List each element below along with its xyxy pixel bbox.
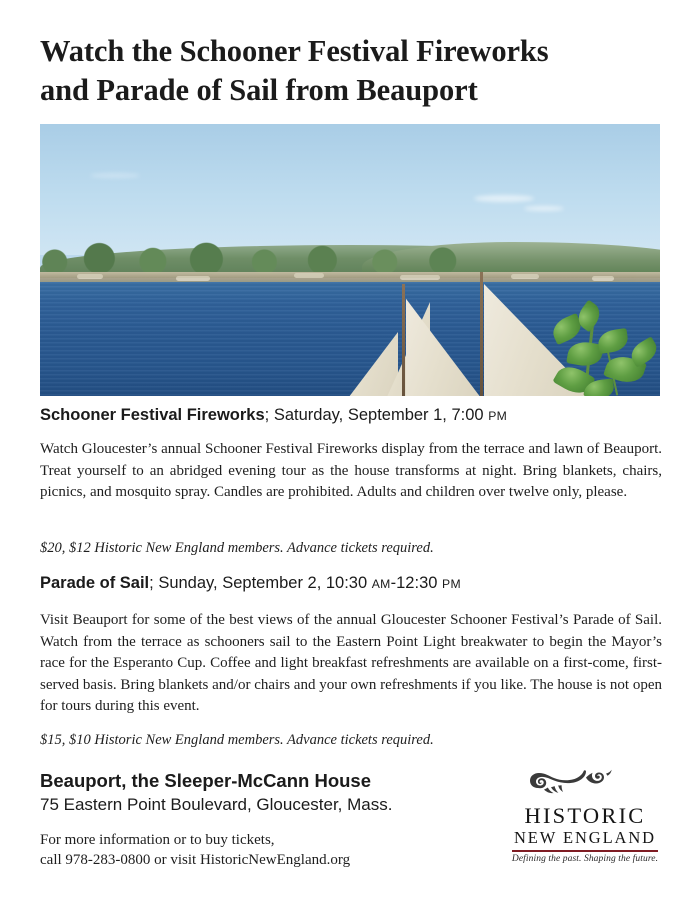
photo-sky <box>40 124 660 255</box>
event-2-price: $15, $10 Historic New England members. Advance tickets required. <box>40 732 434 748</box>
schooner-mainmast <box>480 272 483 396</box>
schooner-foresail <box>406 296 480 396</box>
page-title <box>40 32 660 110</box>
schooner-jib-sail <box>324 332 398 396</box>
contact-info <box>40 830 350 870</box>
event-1-description: Watch Gloucester’s annual Schooner Festival Fireworks display from the terrace and lawn of Beauport. Treat yourself to an abridged evening tour as the house transforms at night. Bring blankets, chairs, picnics, and mosquito spray. Candles are prohibited. Adults and children over twelve only, please. <box>40 441 662 500</box>
event-1-heading <box>40 406 660 425</box>
photo-cloud <box>90 173 140 178</box>
venue-name: Beauport, the Sleeper-McCann House <box>40 770 372 791</box>
event-2-when: Sunday, September 2, 10:30 <box>153 574 372 592</box>
contact-line-1: For more information or to buy tickets, <box>40 832 275 848</box>
scroll-flourish-icon <box>520 766 650 800</box>
photo-foliage <box>550 300 660 396</box>
logo-name-line-2: NEW ENGLAND <box>513 828 657 847</box>
logo-name-line-1: HISTORIC <box>524 803 646 828</box>
event-2-title: Parade of Sail <box>40 574 150 592</box>
logo-tagline: Defining the past. Shaping the future. <box>511 853 659 864</box>
event-2-separator: ; <box>149 574 154 592</box>
schooner-foremast <box>402 284 405 396</box>
event-2-when-end: -12:30 <box>390 574 443 592</box>
contact-line-2: call 978-283-0800 or visit HistoricNewEngland.org <box>40 852 351 868</box>
historic-new-england-logo <box>509 766 661 864</box>
event-2-heading <box>40 574 660 593</box>
page-title-line-2: and Parade of Sail from Beauport <box>40 73 478 107</box>
event-2-meridiem-start: AM <box>371 577 391 591</box>
event-1-price: $20, $12 Historic New England members. Advance tickets required. <box>40 540 434 556</box>
photo-cloud <box>524 206 564 211</box>
logo-divider <box>512 850 658 852</box>
event-1-meridiem: PM <box>488 409 508 423</box>
schooner-photo <box>40 124 660 396</box>
venue-address: 75 Eastern Point Boulevard, Gloucester, Mass. <box>40 795 393 814</box>
event-2-meridiem-end: PM <box>442 577 461 591</box>
page-title-line-1: Watch the Schooner Festival Fireworks <box>40 34 549 68</box>
event-1-when: Saturday, September 1, 7:00 <box>269 406 489 424</box>
event-1-separator: ; <box>264 406 270 424</box>
event-2-description: Visit Beauport for some of the best views of the annual Gloucester Schooner Festival’s Parade of Sail. Watch from the terrace as schooners sail to the Eastern Point Light breakwater to begin the Mayor’s race for the Esperanto Cup. Coffee and light breakfast refreshments are available on a first-come, first-served basis. Bring blankets and/or chairs and your own refreshments if you like. The house is not open for tours during this event. <box>40 612 662 714</box>
photo-treeline <box>40 241 474 276</box>
event-1-title: Schooner Festival Fireworks <box>40 406 265 424</box>
photo-cloud <box>474 195 534 202</box>
